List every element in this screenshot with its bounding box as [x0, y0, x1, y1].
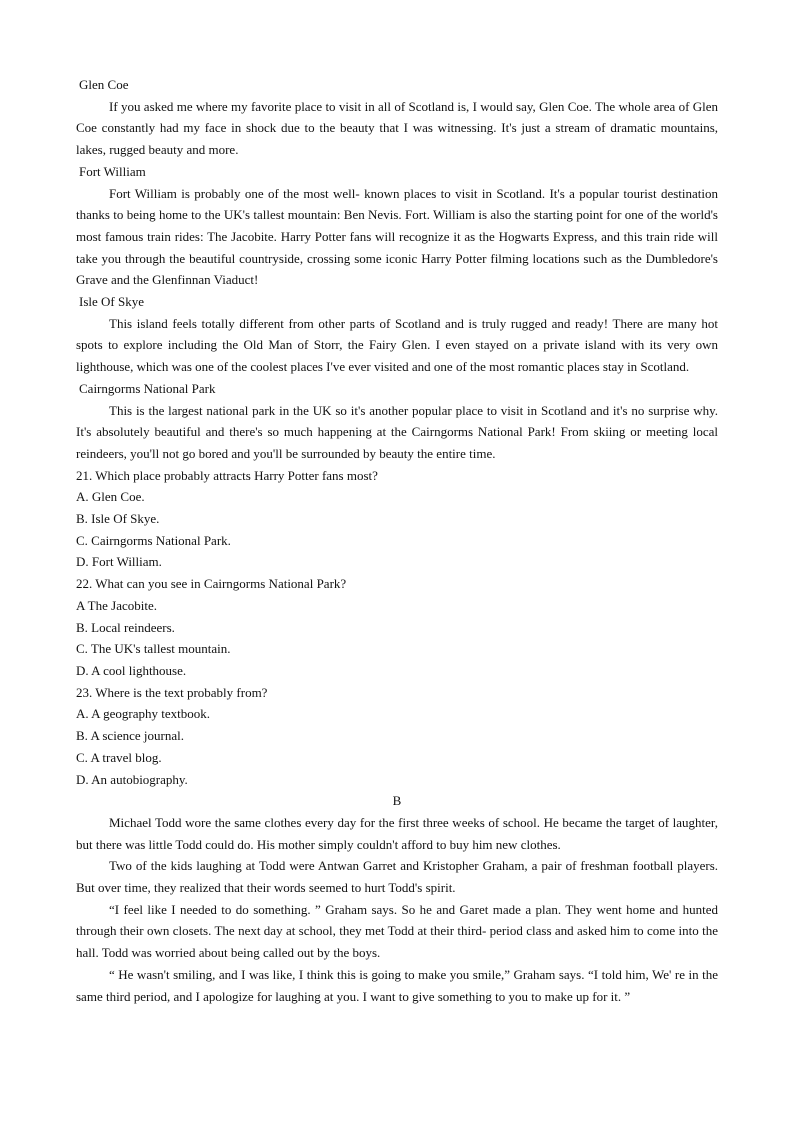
section-body: This is the largest national park in the UK so it's another popular place to visit in Scotland and it's no surprise why. It's absolutely beautiful and there's so much happening at the Cairngorms National Park! From skiing or meeting local reindeers, you'll not go bored and you'll be surrounded by beauty the entire time. [76, 402, 718, 461]
passage-b-body [76, 812, 718, 1007]
section-body: Fort William is probably one of the most well- known places to visit in Scotland. It's a popular tourist destination thanks to being home to the UK's tallest mountain: Ben Nevis. Fort. William is also the starting point for one of the world's most famous train rides: The Jacobite. Harry Potter fans will recognize it as the Hogwarts Express, and this train ride will take you through the beautiful countryside, crossing some iconic Harry Potter filming locations such as the Dumbledore's Grave and the Glenfinnan Viaduct! [76, 185, 718, 288]
document-page [76, 74, 718, 1007]
option-c: C. A travel blog. [76, 749, 162, 765]
option-d: D. An autobiography. [76, 771, 188, 787]
option-b: B. A science journal. [76, 728, 184, 744]
paragraph: “ He wasn't smiling, and I was like, I think this is going to make you smile,” Graham says. “I told him, We' re in the same third period, and I apologize for laughing at you. I want to give something to you to make up for it. ” [76, 966, 718, 1004]
option-d: D. A cool lighthouse. [76, 662, 187, 678]
option-c: C. The UK's tallest mountain. [76, 641, 231, 657]
option-b: B. Local reindeers. [76, 619, 175, 635]
section-title: Isle Of Skye [79, 294, 144, 310]
section-body: This island feels totally different from other parts of Scotland and is truly rugged and ready! There are many hot spots to explore including the Old Man of Storr, the Fairy Glen. I even stayed on a private island with its very own lighthouse, which was one of the coolest places I've ever visited and one of the most romantic places stay in Scotland. [76, 315, 718, 375]
question-stem: 23. Where is the text probably from? [76, 684, 268, 700]
paragraph: Michael Todd wore the same clothes every day for the first three weeks of school. He became the target of laughter, but there was little Todd could do. His mother simply couldn't afford to buy him new clothes. [76, 814, 718, 852]
section-fort-william [76, 161, 718, 291]
question-stem: 22. What can you see in Cairngorms National Park? [76, 576, 347, 592]
section-glen-coe [76, 74, 718, 161]
question-21 [76, 465, 718, 574]
section-cairngorms [76, 378, 718, 465]
section-body: If you asked me where my favorite place to visit in all of Scotland is, I would say, Glen Coe. The whole area of Glen Coe constantly had my face in shock due to the beauty that I was witnessing. It's just a stream of dramatic mountains, lakes, rugged beauty and more. [76, 98, 718, 158]
option-c: C. Cairngorms National Park. [76, 532, 231, 548]
question-stem: 21. Which place probably attracts Harry Potter fans most? [76, 467, 378, 483]
option-a: A. Glen Coe. [76, 489, 145, 505]
option-a: A The Jacobite. [76, 597, 157, 613]
passage-b-label: B [392, 793, 402, 809]
section-isle-of-skye [76, 291, 718, 378]
paragraph: Two of the kids laughing at Todd were Antwan Garret and Kristopher Graham, a pair of freshman football players. But over time, they realized that their words seemed to hurt Todd's spirit. [76, 858, 718, 896]
question-23 [76, 682, 718, 791]
question-22 [76, 573, 718, 682]
option-b: B. Isle Of Skye. [76, 511, 160, 527]
section-title: Cairngorms National Park [79, 380, 216, 396]
option-d: D. Fort William. [76, 554, 162, 570]
section-title: Glen Coe [79, 77, 129, 92]
option-a: A. A geography textbook. [76, 706, 210, 722]
section-title: Fort William [79, 163, 146, 179]
paragraph: “I feel like I needed to do something. ” Graham says. So he and Garet made a plan. They went home and hunted through their own closets. The next day at school, they met Todd at their third- period class and asked him to come into the hall. Todd was worried about being called out by the boys. [76, 901, 718, 961]
